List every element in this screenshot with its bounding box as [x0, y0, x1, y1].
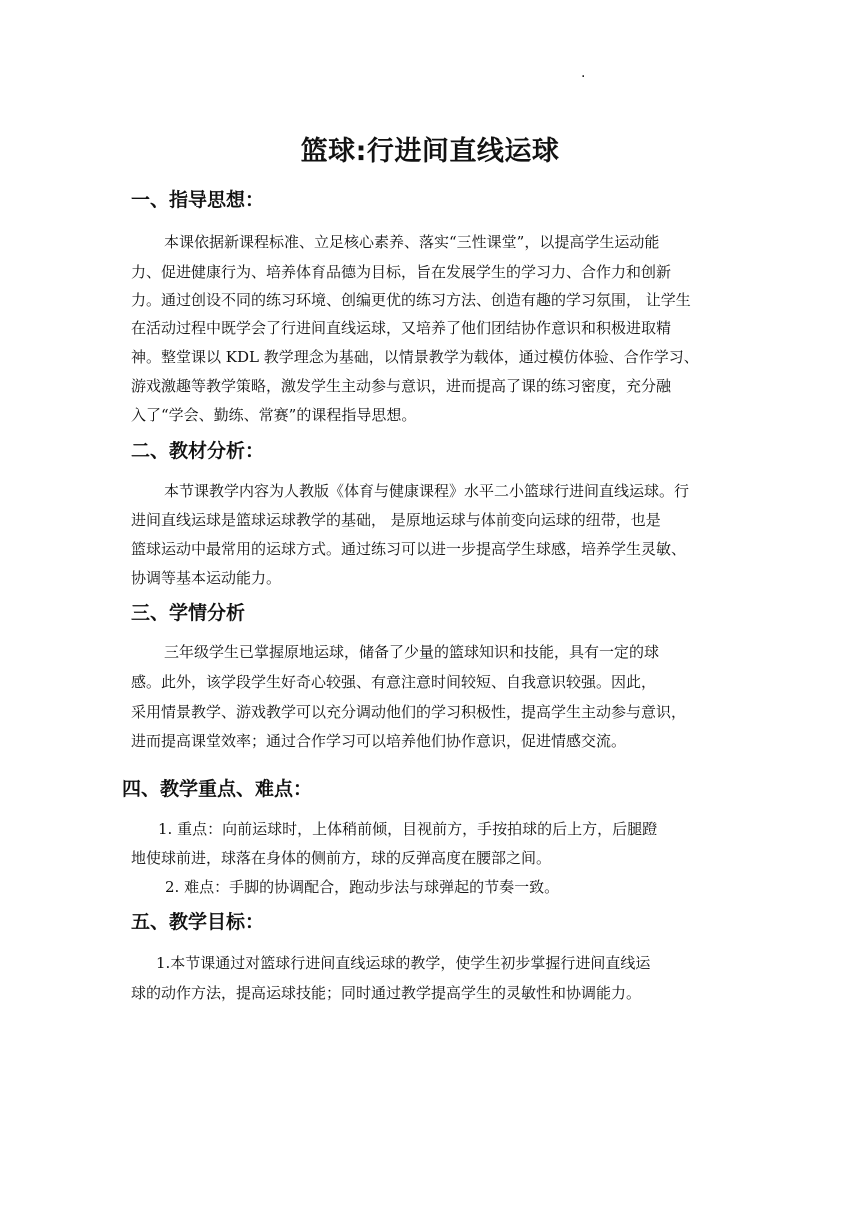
paragraph-line: 三年级学生已掌握原地运球，储备了少量的篮球知识和技能，具有一定的球 [164, 643, 660, 661]
section-heading-guiding-ideology: 一、指导思想： [131, 189, 265, 211]
section-heading-material-analysis: 二、教材分析： [131, 440, 265, 462]
paragraph-line: 神。整堂课以 KDL 教学理念为基础，以情景教学为载体，通过模仿体验、合作学习、 [131, 348, 699, 366]
paragraph-line: 游戏激趣等教学策略，激发学生主动参与意识，进而提高了课的练习密度，充分融 [131, 377, 672, 395]
paragraph-line: 入了“学会、勤练、常赛”的课程指导思想。 [131, 406, 417, 424]
list-item-continuation: 地使球前进，球落在身体的侧前方，球的反弹高度在腰部之间。 [131, 849, 552, 867]
paragraph-line: 篮球运动中最常用的运球方式。通过练习可以进一步提高学生球感，培养学生灵敏、 [131, 540, 687, 558]
paragraph-line: 力、促进健康行为、培养体育品德为目标，旨在发展学生的学习力、合作力和创新 [131, 263, 672, 281]
section-heading-teaching-objectives: 五、教学目标： [131, 911, 265, 933]
paragraph-line: 在活动过程中既学会了行进间直线运球，又培养了他们团结协作意识和积极进取精 [131, 319, 672, 337]
paragraph-line: 进而提高课堂效率；通过合作学习可以培养他们协作意识，促进情感交流。 [131, 732, 627, 750]
list-item: 1. 重点：向前运球时，上体稍前倾，目视前方，手按拍球的后上方，后腿蹬 [158, 820, 658, 838]
paragraph-line: 力。通过创设不同的练习环境、创编更优的练习方法、创造有趣的学习氛围， 让学生 [131, 291, 691, 309]
header-dot: . [581, 65, 586, 81]
list-item: 2. 难点：手脚的协调配合，跑动步法与球弹起的节奏一致。 [165, 878, 560, 896]
paragraph-line: 本节课教学内容为人教版《体育与健康课程》水平二小篮球行进间直线运球。行 [164, 482, 690, 500]
document-title: 篮球:行进间直线运球 [300, 136, 560, 167]
paragraph-line: 本课依据新课程标准、立足核心素养、落实“三性课堂”，以提高学生运动能 [164, 233, 660, 251]
paragraph-line: 协调等基本运动能力。 [131, 569, 282, 587]
list-item: 1.本节课通过对篮球行进间直线运球的教学，使学生初步掌握行进间直线运 [156, 954, 651, 972]
paragraph-line: 感。此外，该学段学生好奇心较强、有意注意时间较短、自我意识较强。因此， [131, 673, 657, 691]
section-heading-learner-analysis: 三、学情分析 [131, 602, 246, 624]
list-item-continuation: 球的动作方法，提高运球技能；同时通过教学提高学生的灵敏性和协调能力。 [131, 984, 642, 1002]
section-heading-key-points: 四、教学重点、难点： [122, 778, 313, 800]
paragraph-line: 进间直线运球是篮球运球教学的基础， 是原地运球与体前变向运球的纽带，也是 [131, 511, 661, 529]
paragraph-line: 采用情景教学、游戏教学可以充分调动他们的学习积极性，提高学生主动参与意识， [131, 703, 687, 721]
